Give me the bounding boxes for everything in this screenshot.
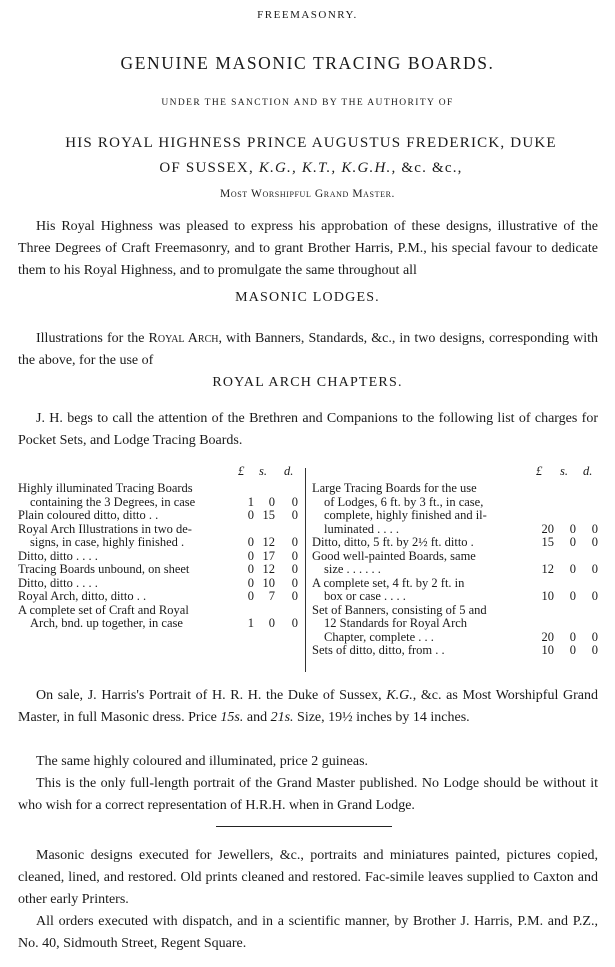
patron-orders: K.G., K.T., K.G.H.,	[258, 160, 397, 176]
price-column-right	[312, 464, 598, 658]
price-item-text: box or case . . . .	[324, 589, 406, 603]
price-item-text: Royal Arch Illustrations in two de-	[18, 521, 192, 536]
p4-e: and	[243, 710, 271, 725]
price-shillings: 0	[569, 535, 576, 549]
column-divider	[305, 468, 306, 672]
price-row	[18, 563, 300, 577]
price-pounds: 1	[247, 616, 254, 630]
price-pounds: 10	[541, 589, 554, 603]
price-item-text: Good well-painted Boards, same	[312, 548, 476, 563]
p4-price-2: 21s.	[270, 710, 294, 725]
price-row	[312, 604, 598, 645]
price-row	[18, 482, 300, 509]
paragraph-charges: J. H. begs to call the attention of the Brethren and Companions to the following list of charges for Pocket Sets, and Lodge Tracing Boards.	[18, 411, 598, 448]
price-row	[18, 590, 300, 604]
p4-price-1: 15s.	[220, 710, 244, 725]
price-pence: 0	[591, 589, 598, 603]
price-item-text: Highly illuminated Tracing Boards	[18, 481, 193, 495]
price-pounds: 1	[247, 494, 254, 509]
price-item-text: A complete set, 4 ft. by 2 ft. in	[312, 575, 465, 590]
price-pence: 0	[291, 535, 298, 549]
price-pence: 0	[291, 589, 298, 603]
price-pounds: 0	[247, 548, 254, 563]
price-pence: 0	[291, 508, 298, 522]
price-row	[18, 550, 300, 564]
price-shillings: 0	[268, 494, 275, 509]
shillings-header: s.	[259, 464, 267, 478]
patron-line-2	[26, 156, 596, 181]
price-row	[312, 550, 598, 577]
price-pounds: 15	[541, 535, 554, 549]
price-pounds: 0	[247, 589, 254, 603]
price-shillings: 0	[569, 521, 576, 536]
patron-line-2-a: OF SUSSEX,	[159, 160, 259, 176]
p2-c: , with Banners, Standards, &c., in two designs, corresponding with the above, for the use of	[18, 331, 599, 368]
price-item-text: complete, highly finished and il-	[324, 508, 487, 522]
pence-header: d.	[284, 464, 294, 478]
price-item-text: Ditto, ditto, 5 ft. by 2½ ft. ditto .	[312, 535, 474, 549]
price-pence: 0	[291, 616, 298, 630]
price-item-text: Arch, bnd. up together, in case	[30, 616, 183, 630]
price-shillings: 10	[262, 575, 275, 590]
price-shillings: 0	[268, 616, 275, 630]
grand-master-title: Most Worshipful Grand Master.	[220, 188, 395, 200]
paragraph-portrait-sale	[18, 685, 598, 729]
price-shillings: 0	[569, 629, 576, 644]
section-rule	[216, 826, 392, 827]
price-column-left	[18, 464, 300, 631]
price-item-text: Chapter, complete . . .	[324, 629, 434, 644]
patron-line-1: HIS ROYAL HIGHNESS PRINCE AUGUSTUS FREDERICK, DUKE	[65, 135, 557, 151]
price-item-text: luminated . . . .	[324, 521, 399, 536]
price-item-text: Set of Banners, consisting of 5 and	[312, 602, 487, 617]
price-list	[18, 464, 598, 674]
heading-masonic-lodges: MASONIC LODGES.	[235, 290, 380, 305]
page-title: GENUINE MASONIC TRACING BOARDS.	[120, 53, 495, 73]
price-item-text: size . . . . . .	[324, 562, 381, 576]
shillings-header: s.	[560, 464, 568, 478]
running-head: FREEMASONRY.	[257, 9, 358, 21]
price-item-text: Ditto, ditto . . . .	[18, 575, 98, 590]
price-pence: 0	[291, 494, 298, 509]
p4-kg: K.G.	[386, 688, 413, 703]
price-row	[18, 577, 300, 591]
price-pence: 0	[591, 521, 598, 536]
price-item-text: Sets of ditto, ditto, from . .	[312, 643, 445, 657]
p2-a: Illustrations for the	[36, 331, 149, 346]
price-shillings: 15	[262, 508, 275, 522]
price-pence: 0	[291, 575, 298, 590]
paragraph-dedication: His Royal Highness was pleased to express his approbation of these designs, illustrative of the Three Degrees of Craft Freemasonry, and to grant Brother Harris, P.M., his special favour to dedicate them to his Royal Highness, and to promulgate the same throughout all	[18, 219, 598, 278]
price-shillings: 12	[262, 562, 275, 576]
heading-royal-arch-chapters: ROYAL ARCH CHAPTERS.	[212, 375, 403, 390]
price-item-text: A complete set of Craft and Royal	[18, 602, 189, 617]
price-item-text: signs, in case, highly finished .	[30, 535, 185, 549]
price-pence: 0	[591, 562, 598, 576]
price-row	[312, 577, 598, 604]
price-item-text: 12 Standards for Royal Arch	[324, 616, 468, 630]
price-row	[18, 523, 300, 550]
price-item-text: Large Tracing Boards for the use	[312, 481, 477, 495]
pounds-header: £	[238, 464, 245, 478]
patron-line-2-c: &c. &c.,	[396, 160, 463, 176]
price-pounds: 0	[247, 575, 254, 590]
price-item-text: Ditto, ditto . . . .	[18, 548, 98, 563]
price-item-text: containing the 3 Degrees, in case	[30, 494, 196, 509]
price-pounds: 0	[247, 508, 254, 522]
price-pounds: 20	[541, 521, 554, 536]
price-pounds: 10	[541, 643, 554, 657]
price-item-text: Royal Arch, ditto, ditto . .	[18, 589, 147, 603]
p4-g: Size, 19½ inches by 14 inches.	[293, 710, 470, 725]
royal-arch-term: Royal Arch	[148, 331, 219, 346]
pounds-header: £	[536, 464, 543, 478]
price-row	[18, 509, 300, 523]
price-row	[312, 536, 598, 550]
price-shillings: 17	[262, 548, 275, 563]
price-shillings: 0	[569, 589, 576, 603]
pence-header: d.	[583, 464, 593, 478]
p4-a: On sale, J. Harris's Portrait of H. R. H. the Duke of Sussex,	[36, 688, 387, 703]
paragraph-only-portrait: This is the only full-length portrait of the Grand Master published. No Lodge should be without it who wish for a correct representation of H.R.H. when in Grand Lodge.	[18, 776, 598, 813]
price-row	[312, 482, 598, 536]
price-shillings: 0	[569, 562, 576, 576]
price-pounds: 0	[247, 562, 254, 576]
price-row	[312, 644, 598, 658]
price-pounds: 0	[247, 535, 254, 549]
paragraph-orders: All orders executed with dispatch, and in a scientific manner, by Brother J. Harris, P.M. and P.Z., No. 40, Sidmouth Street, Regent Square.	[18, 914, 598, 951]
price-shillings: 0	[569, 643, 576, 657]
price-pence: 0	[291, 548, 298, 563]
price-shillings: 12	[262, 535, 275, 549]
price-header-right	[312, 464, 598, 482]
patron-heading	[26, 131, 596, 181]
paragraph-designs: Masonic designs executed for Jewellers, &c., portraits and miniatures painted, pictures copied, cleaned, lined, and restored. Old prints cleaned and restored. Fac-simile leaves supplied to Caxton and other early Printers.	[18, 848, 598, 907]
price-pence: 0	[291, 562, 298, 576]
sanction-line: UNDER THE SANCTION AND BY THE AUTHORITY OF	[161, 98, 454, 108]
paragraph-coloured: The same highly coloured and illuminated, price 2 guineas.	[36, 754, 369, 769]
price-item-text: Tracing Boards unbound, on sheet	[18, 562, 190, 576]
price-item-text: Plain coloured ditto, ditto . .	[18, 508, 159, 522]
p4-c: , &c. as Most Worshipful Grand Master, in full Masonic dress. Price	[18, 688, 599, 725]
price-shillings: 7	[268, 589, 275, 603]
price-row	[18, 604, 300, 631]
price-pence: 0	[591, 535, 598, 549]
price-pounds: 20	[541, 629, 554, 644]
price-pence: 0	[591, 629, 598, 644]
paragraph-royal-arch	[18, 328, 598, 372]
price-pence: 0	[591, 643, 598, 657]
price-item-text: of Lodges, 6 ft. by 3 ft., in case,	[324, 494, 484, 509]
price-pounds: 12	[541, 562, 554, 576]
price-header-left	[18, 464, 300, 482]
